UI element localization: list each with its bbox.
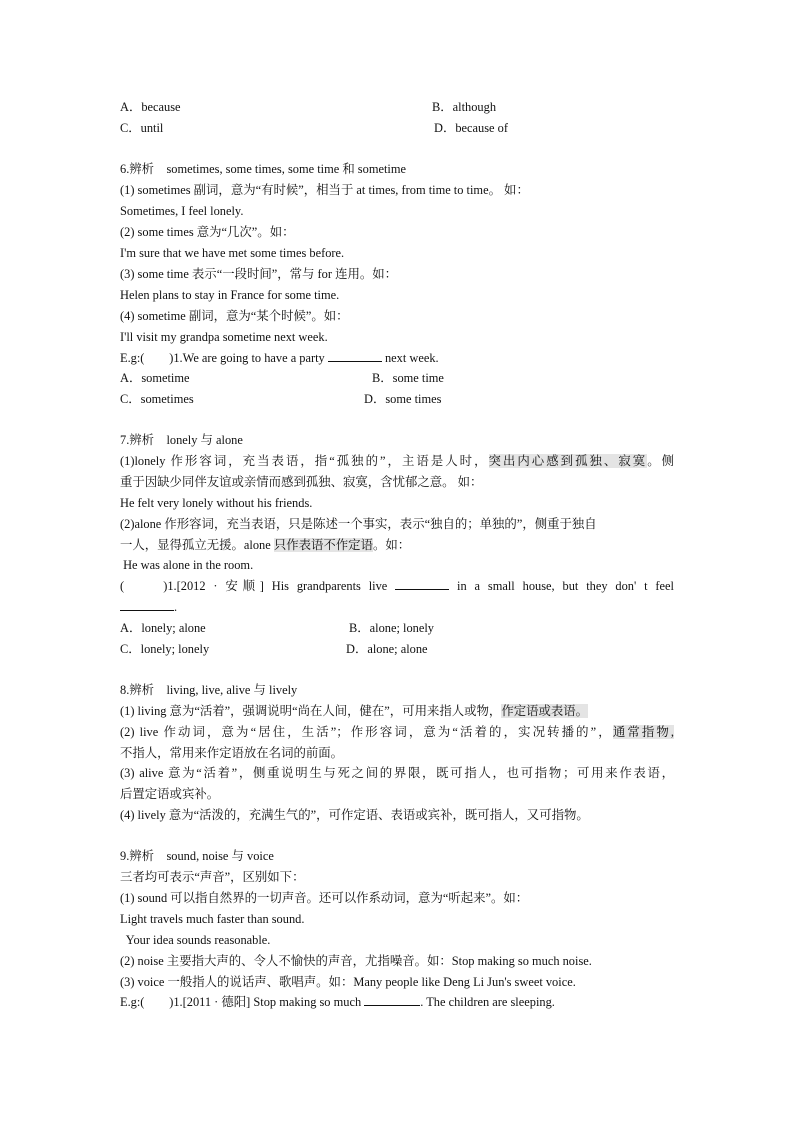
highlight: 作定语或表语。 (501, 704, 589, 718)
option-b: B．although (432, 100, 497, 114)
section-6-example-3: Helen plans to stay in France for some time. (120, 288, 340, 302)
section-7-point-1-cont: 重于因缺少同伴友谊或亲情而感到孤独、寂寞，含忧郁之意。 如： (120, 475, 483, 489)
option-c: C．lonely; lonely (120, 642, 210, 656)
option-b: B．some time (372, 371, 444, 385)
section-7-point-1: (1)lonely 作形容词，充当表语，指“孤独的”，主语是人时，突出内心感到孤独、寂寞。侧 (120, 454, 675, 468)
section-7-example-2: He was alone in the room. (120, 558, 254, 572)
section-7-point-2: (2)alone 作形容词，充当表语，只是陈述一个事实，表示“独自的；单独的”，侧重于独自 (120, 517, 597, 531)
section-9-point-3: (3) voice 一般指人的说话声、歌唱声。如：Many people like Deng Li Jun's sweet voice. (120, 975, 576, 989)
section-7-title: 7.辨析 lonely 与 alone (120, 433, 243, 447)
section-6-question: E.g:( )1.We are going to have a party next week. (120, 351, 439, 365)
section-6-point-4: (4) sometime 副词，意为“某个时候”。如： (120, 309, 349, 323)
option-b: B．alone; lonely (349, 621, 434, 635)
section-6-example-4: I'll visit my grandpa sometime next week. (120, 330, 328, 344)
option-a: A．lonely; alone (120, 621, 206, 635)
section-8-point-1: (1) living 意为“活着”，强调说明“尚在人间，健在”，可用来指人或物，作定语或表语。 (120, 704, 589, 718)
section-9-title: 9.辨析 sound, noise 与 voice (120, 849, 274, 863)
answer-blank[interactable] (395, 579, 449, 590)
section-7-question: ( )1.[2012 · 安顺] His grandparents live in a small house, but they don' t feel (120, 579, 674, 593)
section-8-point-3-cont: 后置定语或宾补。 (120, 787, 220, 801)
section-7-point-2-cont: 一人，显得孤立无援。alone 只作表语不作定语。如： (120, 538, 411, 552)
section-6-title: 6.辨析 sometimes, some times, some time 和 sometime (120, 162, 406, 176)
answer-blank[interactable] (364, 995, 420, 1006)
section-9-example-1: Light travels much faster than sound. (120, 912, 305, 926)
section-9-intro: 三者均可表示“声音”，区别如下： (120, 870, 305, 884)
highlight: 通常指物, (612, 725, 674, 739)
section-6-example-1: Sometimes, I feel lonely. (120, 204, 244, 218)
option-c: C．until (120, 121, 164, 135)
option-d: D．alone; alone (346, 642, 428, 656)
section-9-point-2: (2) noise 主要指大声的、令人不愉快的声音，尤指噪音。如：Stop making so much noise. (120, 954, 592, 968)
section-8-title: 8.辨析 living, live, alive 与 lively (120, 683, 298, 697)
answer-blank[interactable] (328, 351, 382, 362)
highlight: 突出内心感到孤独、寂寞 (488, 454, 648, 468)
option-c: C．sometimes (120, 392, 194, 406)
section-6-point-2: (2) some times 意为“几次”。如： (120, 225, 295, 239)
section-6-example-2: I'm sure that we have met some times before. (120, 246, 345, 260)
section-9-example-2: Your idea sounds reasonable. (120, 933, 271, 947)
option-d: D．some times (364, 392, 442, 406)
option-d: D．because of (434, 121, 508, 135)
answer-blank[interactable] (120, 600, 174, 611)
section-8-point-2: (2) live 作动词，意为“居住，生活”；作形容词，意为“活着的，实况转播的”，通常指物, (120, 725, 674, 739)
section-8-point-3: (3) alive 意为“活着”，侧重说明生与死之间的界限，既可指人，也可指物；可用来作表语， (120, 766, 674, 780)
section-9-question: E.g:( )1.[2011 · 德阳] Stop making so much . The children are sleeping. (120, 995, 555, 1009)
option-a: A．because (120, 100, 181, 114)
section-7-example-1: He felt very lonely without his friends. (120, 496, 313, 510)
section-8-point-2-cont: 不指人，常用来作定语放在名词的前面。 (120, 746, 344, 760)
section-6-point-3: (3) some time 表示“一段时间”，常与 for 连用。如： (120, 267, 398, 281)
highlight: 只作表语不作定语 (273, 538, 373, 552)
section-6-point-1: (1) sometimes 副词，意为“有时候”，相当于 at times, from time to time。 如： (120, 183, 529, 197)
section-7-question-cont: . (120, 600, 177, 615)
section-8-point-4: (4) lively 意为“活泼的，充满生气的”，可作定语、表语或宾补，既可指人，又可指物。 (120, 808, 589, 822)
option-a: A．sometime (120, 371, 190, 385)
section-9-point-1: (1) sound 可以指自然界的一切声音。还可以作系动词，意为“听起来”。如： (120, 891, 529, 905)
